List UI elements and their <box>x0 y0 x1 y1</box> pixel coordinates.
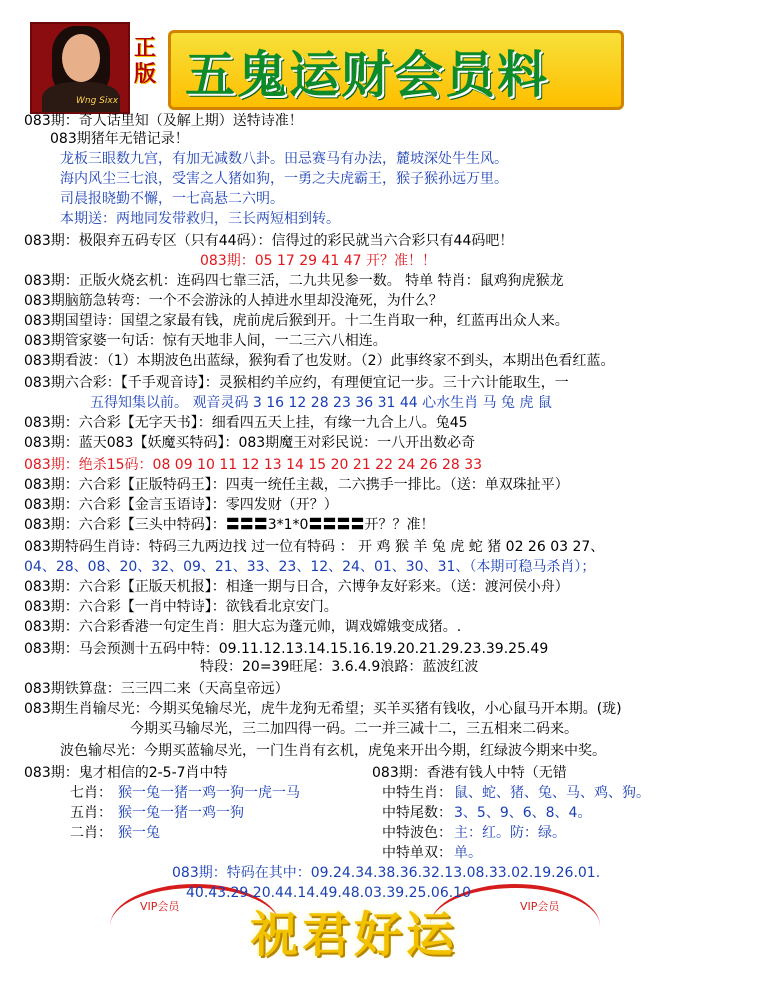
photo-caption: Wng Sixx <box>76 96 119 106</box>
text-line: 083期六合彩：【千手观音诗】：灵猴相约羊应约，有理便宜记一步。三十六计能取生，一 <box>24 375 569 391</box>
text-line: 083期特码生肖诗：特码三九两边找 过一位有特码 ： 开 鸡 猴 羊 兔 虎 蛇 猪 02 26 03 27、 <box>24 539 605 555</box>
right-row-label: 中特单双： <box>382 845 452 861</box>
page-title <box>168 30 624 110</box>
left-row-label: 七肖： <box>70 785 112 801</box>
text-line: 083期：六合彩【三头中特码】：〓〓〓3*1*0〓〓〓〓开？？准！ <box>24 517 435 533</box>
text-line: 083期生肖输尽光：今期买兔输尽光，虎牛龙狗无希望；买羊买猪有钱收，小心鼠马开本期。(珑) <box>24 701 622 717</box>
text-line: 波色输尽光：今期买蓝输尽光，一门生肖有玄机，虎兔来开出今期，红绿波今期来中奖。 <box>60 743 606 759</box>
right-row-label: 中特生肖： <box>382 785 452 801</box>
text-line: 083期国望诗：国望之家最有钱，虎前虎后猴到开。十二生肖取一种，红蓝再出众人来。 <box>24 313 569 329</box>
text-line: 083期：六合彩【正版特码王】：四夷一统任主裁，二六携手一排比。（送：单双珠扯平） <box>24 477 569 493</box>
text-line: 本期送：两地同发带救归，三长两短相到转。 <box>60 211 340 227</box>
text-line: 04、28、08、20、32、09、21、33、23、12、24、01、30、31、（本期可稳马杀肖）； <box>24 559 596 575</box>
text-line: 五得知集以前。 观音灵码 3 16 12 28 23 36 31 44 心水生肖 马 兔 虎 鼠 <box>90 395 552 411</box>
left-row-value: 猴一兔一猪一鸡一狗一虎一马 <box>118 785 300 801</box>
text-line: 今期买马输尽光，三二加四得一码。二一并三减十二，三五相来二码来。 <box>130 721 578 737</box>
text-line: 司晨报晓勤不懈，一七高悬二六明。 <box>60 191 284 207</box>
special-numbers-line: 083期：特码在其中：09.24.34.38.36.32.13.08.33.02.19.26.01. <box>172 865 601 881</box>
text-line: 083期脑筋急转弯：一个不会游泳的人掉进水里却没淹死，为什么？ <box>24 293 443 309</box>
text-line: 083期：六合彩【金言玉语诗】：零四发财（开？） <box>24 497 338 513</box>
special-numbers-line-2: 40.43.29.20.44.14.49.48.03.39.25.06.10 <box>186 885 471 901</box>
text-line: 083期：正版火烧玄机：连码四七靠三活，二九共见参一数。 特单 特肖：鼠鸡狗虎猴龙 <box>24 273 564 289</box>
photo-face <box>62 34 100 82</box>
page-title-text: 五鬼运财会员料 <box>185 46 549 104</box>
text-line: 083期：05 17 29 41 47 开？准！！ <box>200 253 437 269</box>
text-line: 特段：20=39旺尾：3.6.4.9浪路：蓝波红波 <box>200 659 479 675</box>
text-line: 083期：六合彩【无字天书】：细看四五天上挂，有缘一九合上八。兔45 <box>24 415 468 431</box>
text-line: 083期：蓝天083【妖魔买特码】：083期魔王对彩民说：一八开出数必奇 <box>24 435 476 451</box>
vip-stamp-left-text: VIP会员 <box>140 900 180 913</box>
text-line: 083期：奇人话里知（及解上期）送特诗准！ <box>24 113 303 129</box>
text-line: 083期：马会预测十五码中特：09.11.12.13.14.15.16.19.20.21.29.23.39.25.49 <box>24 641 549 657</box>
right-row-value: 主：红。防：绿。 <box>454 825 566 841</box>
text-line: 083期猪年无错记录！ <box>50 131 189 147</box>
right-row-label: 中特尾数： <box>382 805 452 821</box>
text-line: 083期：极限弃五码专区（只有44码）：信得过的彩民就当六合彩只有44码吧！ <box>24 233 514 249</box>
left-block-heading: 083期：鬼才相信的2-5-7肖中特 <box>24 765 228 781</box>
text-line: 083期：六合彩香港一句定生肖：胆大忘为蓬元帅，调戏嫦娥变成猪。. <box>24 619 462 635</box>
left-row-label: 二肖： <box>70 825 112 841</box>
footer <box>0 880 778 983</box>
zhengban-badge: 正版 <box>134 36 157 87</box>
left-row-value: 猴一兔一猪一鸡一狗 <box>118 805 244 821</box>
right-row-label: 中特波色： <box>382 825 452 841</box>
presenter-photo <box>30 22 130 114</box>
left-row-value: 猴一兔 <box>118 825 160 841</box>
text-line: 083期管家婆一句话：惊有天地非人间，一二三六八相连。 <box>24 333 387 349</box>
text-line: 海内风尘三七浪，受害之人猪如狗，一勇之夫虎霸王，猴子猴孙远万里。 <box>60 171 508 187</box>
header-banner <box>30 22 610 112</box>
text-line: 083期看波：（1）本期波色出蓝绿，猴狗看了也发财。（2）此事终家不到头，本期出色看红蓝。 <box>24 353 615 369</box>
text-line: 龙板三眼数九宫，有加无减数八卦。田忌赛马有办法，麓坡深处牛生风。 <box>60 151 508 167</box>
right-row-value: 单。 <box>454 845 482 861</box>
text-line: 083期：六合彩【一肖中特诗】：欲钱看北京安门。 <box>24 599 338 615</box>
right-block-heading: 083期：香港有钱人中特（无错 <box>372 765 567 781</box>
text-line: 083期：六合彩【正版天机报】：相逢一期与日合，六博争友好彩来。（送：渡河侯小舟） <box>24 579 569 595</box>
text-line: 083期铁算盘：三三四二来（天高皇帝远） <box>24 681 289 697</box>
right-row-value: 3、5、9、6、8、4。 <box>454 805 592 821</box>
text-line: 083期：绝杀15码：08 09 10 11 12 13 14 15 20 21 22 24 26 28 33 <box>24 457 483 473</box>
blessing-text: 祝君好运 <box>250 907 459 963</box>
right-row-value: 鼠、蛇、猪、兔、马、鸡、狗。 <box>454 785 650 801</box>
left-row-label: 五肖： <box>70 805 112 821</box>
vip-stamp-right-text: VIP会员 <box>520 900 560 913</box>
